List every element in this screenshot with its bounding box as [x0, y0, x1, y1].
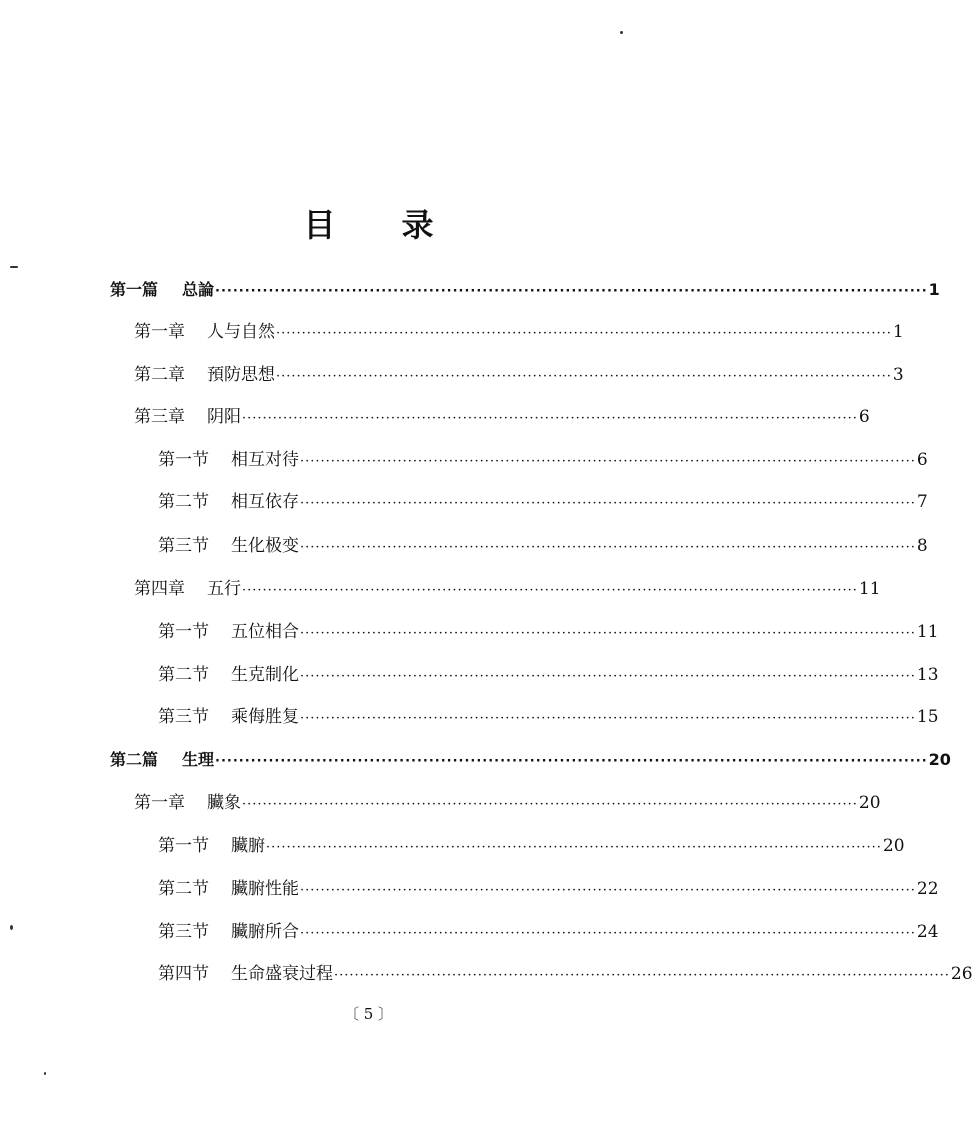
toc-entry-label: 第一章	[134, 793, 185, 813]
dot-leader: ························································································································	[300, 883, 916, 898]
toc-entry-label: 第一节	[158, 836, 209, 856]
toc-entry-title: 总論	[182, 280, 215, 299]
dot-leader: ························································································································	[276, 369, 892, 384]
toc-entry-label: 第三节	[158, 922, 209, 942]
toc-entry	[158, 921, 939, 943]
toc-entry-page: 1	[928, 280, 940, 299]
toc-entry	[158, 491, 928, 513]
toc-title	[0, 200, 737, 246]
toc-title-char-1: 目	[303, 206, 336, 244]
toc-entry-label: 第二节	[158, 879, 209, 899]
toc-entry	[134, 578, 881, 600]
toc-entry-label: 第四章	[134, 579, 185, 599]
toc-entry-page: 11	[858, 579, 881, 599]
toc-entry	[134, 321, 904, 343]
toc-entry-page: 15	[916, 707, 939, 727]
scan-speck	[44, 1072, 46, 1075]
toc-entry-page: 8	[916, 536, 928, 556]
dot-leader: ························································································································	[300, 496, 916, 511]
scan-speck	[10, 925, 13, 930]
toc-entry-label: 第三节	[158, 536, 209, 556]
toc-entry-page: 6	[916, 450, 928, 470]
dot-leader: ························································································································	[242, 583, 858, 598]
dot-leader: ························································································································	[300, 540, 916, 555]
toc-entry-title: 臟腑所合	[231, 922, 299, 942]
toc-entry	[158, 535, 928, 557]
page-number: 〔 5 〕	[343, 1005, 394, 1023]
toc-entry	[158, 621, 939, 643]
dot-leader: ························································································································	[300, 454, 916, 469]
toc-entry-title: 人与自然	[207, 322, 275, 342]
scan-speck	[620, 31, 623, 34]
toc-entry-label: 第二节	[158, 665, 209, 685]
toc-entry-page: 24	[916, 922, 939, 942]
toc-entry-page: 13	[916, 665, 939, 685]
toc-entry-title: 臟腑	[231, 836, 265, 856]
toc-entry	[134, 364, 904, 386]
toc-entry-title: 相互依存	[231, 492, 299, 512]
toc-entry	[158, 963, 973, 985]
toc-entry	[158, 878, 939, 900]
toc-entry-title: 生命盛衰过程	[231, 964, 333, 984]
toc-entry	[158, 449, 928, 471]
toc-entry-page: 3	[892, 365, 904, 385]
scan-speck	[10, 266, 18, 268]
toc-entry-label: 第一篇	[110, 280, 159, 299]
toc-entry-page: 7	[916, 492, 928, 512]
dot-leader: ························································································································	[300, 669, 916, 684]
dot-leader: ························································································································	[300, 626, 916, 641]
toc-entry-page: 11	[916, 622, 939, 642]
toc-entry-page: 20	[882, 836, 905, 856]
toc-entry	[158, 664, 939, 686]
toc-entry-title: 五位相合	[231, 622, 299, 642]
toc-entry-label: 第二章	[134, 365, 185, 385]
toc-entry-page: 26	[950, 964, 973, 984]
toc-entry-label: 第四节	[158, 964, 209, 984]
toc-entry-label: 第一节	[158, 450, 209, 470]
toc-entry	[158, 706, 939, 728]
toc-entry	[110, 749, 951, 771]
dot-leader: ························································································································	[242, 411, 858, 426]
toc-entry-title: 五行	[207, 579, 241, 599]
toc-entry-label: 第二篇	[110, 750, 159, 769]
dot-leader: ························································································································	[215, 284, 928, 299]
dot-leader: ························································································································	[334, 968, 950, 983]
toc-entry-label: 第二节	[158, 492, 209, 512]
toc-entry-title: 生化极变	[231, 536, 299, 556]
toc-title-char-2: 录	[401, 206, 434, 244]
toc-entry-label: 第一章	[134, 322, 185, 342]
toc-entry-title: 生克制化	[231, 665, 299, 685]
toc-entry-page: 20	[858, 793, 881, 813]
toc-entry-title: 預防思想	[207, 365, 275, 385]
toc-entry	[158, 835, 905, 857]
toc-entry-title: 乘侮胜复	[231, 707, 299, 727]
dot-leader: ························································································································	[300, 926, 916, 941]
toc-entry-page: 6	[858, 407, 870, 427]
toc-entry-label: 第三节	[158, 707, 209, 727]
toc-entry-page: 1	[892, 322, 904, 342]
dot-leader: ························································································································	[300, 711, 916, 726]
toc-entry-label: 第三章	[134, 407, 185, 427]
toc-entry-title: 生理	[182, 750, 215, 769]
dot-leader: ························································································································	[242, 797, 858, 812]
dot-leader: ························································································································	[276, 326, 892, 341]
toc-entry-title: 相互对待	[231, 450, 299, 470]
toc-entry-title: 臟象	[207, 793, 241, 813]
toc-entry-title: 臟腑性能	[231, 879, 299, 899]
dot-leader: ························································································································	[266, 840, 882, 855]
toc-entry	[134, 406, 870, 428]
toc-entry	[134, 792, 881, 814]
toc-entry-page: 20	[928, 750, 951, 769]
toc-entry-title: 阴阳	[207, 407, 241, 427]
toc-entry-label: 第一节	[158, 622, 209, 642]
toc-entry	[110, 279, 940, 301]
toc-entry-page: 22	[916, 879, 939, 899]
dot-leader: ························································································································	[215, 754, 928, 769]
